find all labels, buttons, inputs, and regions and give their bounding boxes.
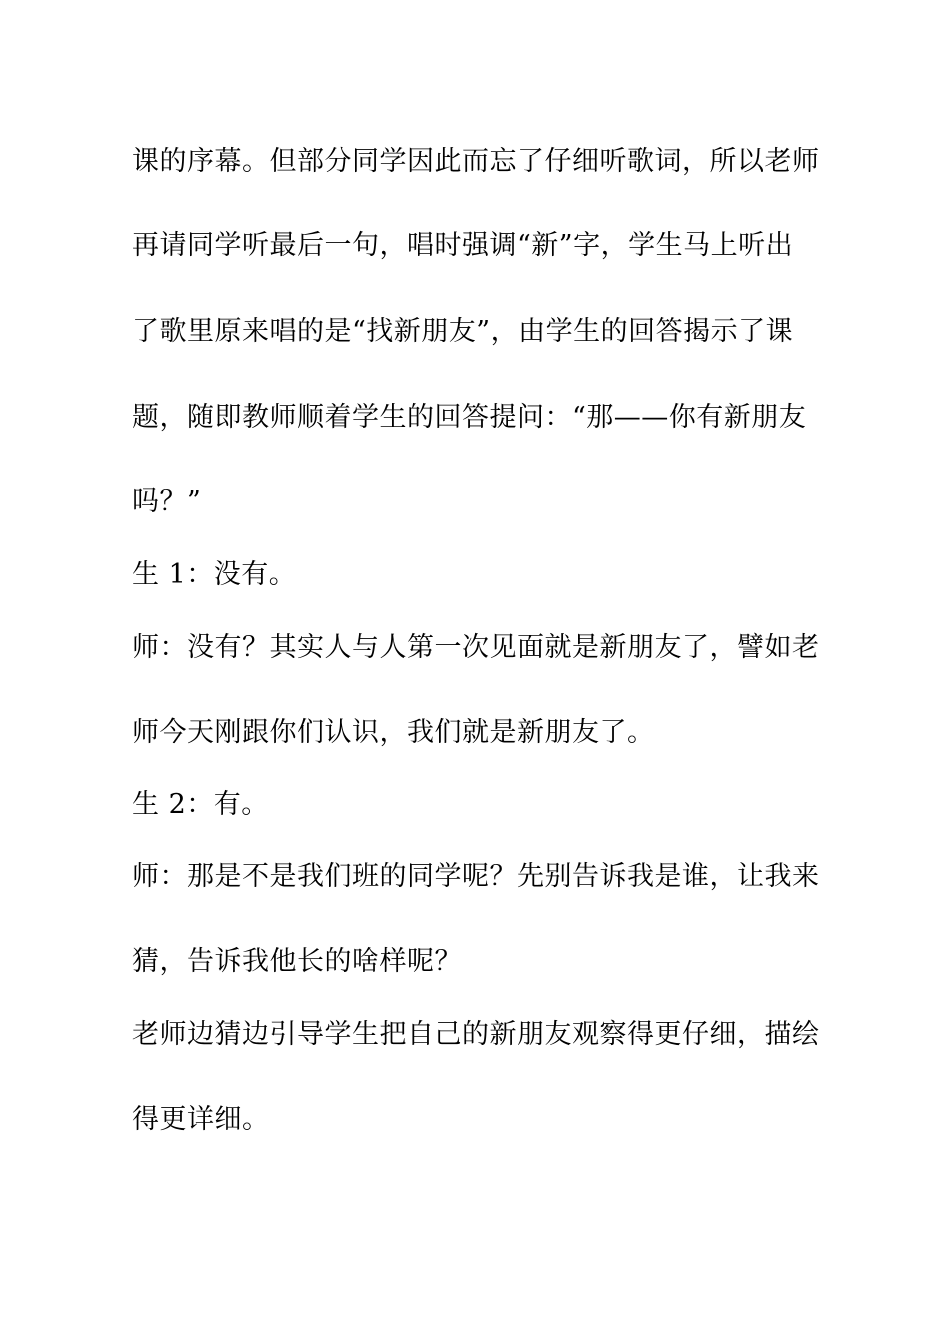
dialogue-line: 师：那是不是我们班的同学呢？先别告诉我是谁，让我来: [132, 861, 820, 892]
dialogue-line: 生 1：没有。: [132, 559, 297, 590]
paragraph-line: 再请同学听最后一句，唱时强调“新”字，学生马上听出: [132, 230, 794, 261]
paragraph-line: 老师边猜边引导学生把自己的新朋友观察得更仔细，描绘: [132, 1019, 820, 1050]
paragraph-line: 课的序幕。但部分同学因此而忘了仔细听歌词，所以老师: [132, 146, 820, 177]
dialogue-line: 师：没有？其实人与人第一次见面就是新朋友了，譬如老: [132, 632, 820, 663]
paragraph-line: 得更详细。: [132, 1104, 270, 1135]
dialogue-line: 师今天刚跟你们认识，我们就是新朋友了。: [132, 717, 655, 748]
paragraph-line: 了歌里原来唱的是“找新朋友”，由学生的回答揭示了课: [132, 316, 794, 347]
paragraph-line: 题，随即教师顺着学生的回答提问：“那——你有新朋友: [132, 402, 807, 433]
paragraph-line: 吗？”: [132, 486, 202, 517]
dialogue-line: 猜，告诉我他长的啥样呢？: [132, 946, 462, 977]
dialogue-line: 生 2：有。: [132, 789, 269, 820]
